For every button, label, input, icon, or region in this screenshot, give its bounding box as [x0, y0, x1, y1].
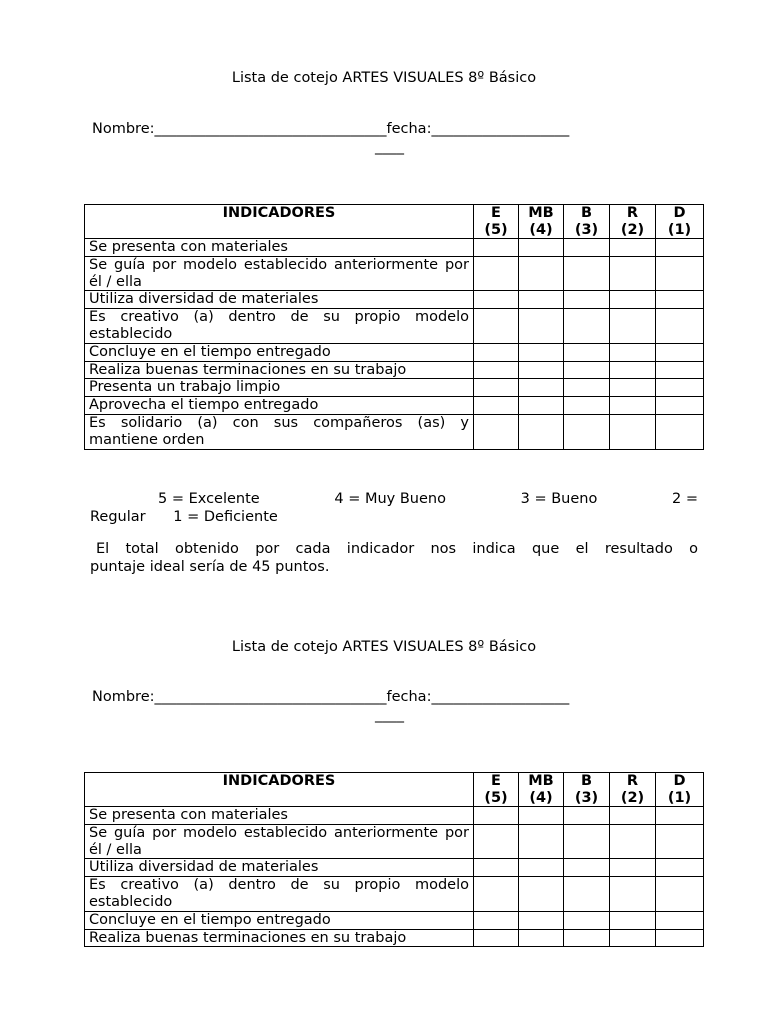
score-cell[interactable] — [564, 911, 610, 929]
score-cell[interactable] — [474, 309, 519, 344]
score-cell[interactable] — [656, 361, 704, 379]
indicator-cell: Concluye en el tiempo entregado — [85, 343, 474, 361]
form1-checklist-table — [84, 204, 704, 450]
score-cell[interactable] — [656, 911, 704, 929]
score-header-r: R (2) — [610, 205, 656, 239]
score-header-e: E (5) — [474, 205, 519, 239]
scale-item: 3 = Bueno — [520, 491, 598, 507]
indicators-header: INDICADORES — [85, 773, 474, 807]
scale-item: 4 = Muy Bueno — [334, 491, 446, 507]
table-row — [85, 291, 704, 309]
score-cell[interactable] — [610, 911, 656, 929]
score-cell[interactable] — [656, 397, 704, 415]
score-cell[interactable] — [564, 859, 610, 877]
score-cell[interactable] — [610, 343, 656, 361]
score-cell[interactable] — [564, 343, 610, 361]
scale-line-2: Regular 1 = Deficiente — [90, 509, 278, 525]
form1-title: Lista de cotejo ARTES VISUALES 8º Básico — [231, 70, 537, 86]
table-row — [85, 824, 704, 859]
score-cell[interactable] — [474, 361, 519, 379]
table-header-row — [85, 205, 704, 239]
score-cell[interactable] — [610, 824, 656, 859]
table-row — [85, 256, 704, 291]
table-row — [85, 379, 704, 397]
indicator-cell: Se guía por modelo establecido anteriormente por él / ella — [85, 256, 474, 291]
score-cell[interactable] — [656, 291, 704, 309]
table-row — [85, 414, 704, 449]
form2-title: Lista de cotejo ARTES VISUALES 8º Básico — [231, 639, 537, 655]
score-cell[interactable] — [519, 309, 564, 344]
score-cell[interactable] — [474, 379, 519, 397]
score-cell[interactable] — [564, 414, 610, 449]
score-header-d: D (1) — [656, 773, 704, 807]
score-header-b: B (3) — [564, 205, 610, 239]
form1-name-date-line: Nombre:________________________________fecha:___________________ — [92, 121, 570, 137]
form2-checklist-table — [84, 772, 704, 947]
score-cell[interactable] — [474, 256, 519, 291]
score-cell[interactable] — [610, 291, 656, 309]
indicator-cell: Utiliza diversidad de materiales — [85, 291, 474, 309]
score-cell[interactable] — [474, 929, 519, 947]
indicator-cell: Es solidario (a) con sus compañeros (as) y mantiene orden — [85, 414, 474, 449]
table-row — [85, 239, 704, 257]
indicator-cell: Presenta un trabajo limpio — [85, 379, 474, 397]
score-cell[interactable] — [519, 929, 564, 947]
score-cell[interactable] — [610, 807, 656, 825]
score-cell[interactable] — [519, 807, 564, 825]
score-cell[interactable] — [564, 824, 610, 859]
score-header-e: E (5) — [474, 773, 519, 807]
table-row — [85, 397, 704, 415]
score-cell[interactable] — [474, 343, 519, 361]
score-header-r: R (2) — [610, 773, 656, 807]
score-cell[interactable] — [564, 309, 610, 344]
indicator-cell: Realiza buenas terminaciones en su trabajo — [85, 361, 474, 379]
indicator-cell: Es creativo (a) dentro de su propio modelo establecido — [85, 309, 474, 344]
score-cell[interactable] — [656, 824, 704, 859]
score-cell[interactable] — [656, 309, 704, 344]
score-cell[interactable] — [564, 256, 610, 291]
score-cell[interactable] — [610, 361, 656, 379]
score-header-b: B (3) — [564, 773, 610, 807]
score-cell[interactable] — [610, 309, 656, 344]
score-cell[interactable] — [564, 807, 610, 825]
score-cell[interactable] — [519, 256, 564, 291]
score-cell[interactable] — [656, 807, 704, 825]
table-row — [85, 877, 704, 912]
score-cell[interactable] — [519, 911, 564, 929]
table-row — [85, 911, 704, 929]
table-row — [85, 859, 704, 877]
note-line-1: El total obtenido por cada indicador nos indica que el resultado o — [96, 541, 698, 557]
score-cell[interactable] — [474, 807, 519, 825]
score-cell[interactable] — [564, 397, 610, 415]
score-header-d: D (1) — [656, 205, 704, 239]
table-row — [85, 361, 704, 379]
form1-table-body — [85, 239, 704, 450]
score-cell[interactable] — [656, 414, 704, 449]
score-cell[interactable] — [519, 361, 564, 379]
score-cell[interactable] — [519, 291, 564, 309]
indicator-cell: Se guía por modelo establecido anteriormente por él / ella — [85, 824, 474, 859]
scale-item: 5 = Excelente — [158, 491, 260, 507]
score-cell[interactable] — [656, 379, 704, 397]
score-cell[interactable] — [564, 291, 610, 309]
score-cell[interactable] — [474, 397, 519, 415]
table-row — [85, 929, 704, 947]
score-cell[interactable] — [656, 859, 704, 877]
score-cell[interactable] — [474, 291, 519, 309]
table-row — [85, 807, 704, 825]
form2-table-body — [85, 807, 704, 947]
table-header-row — [85, 773, 704, 807]
form2-name-date-line: Nombre:________________________________fecha:___________________ — [92, 689, 570, 705]
form1-total-note — [90, 540, 698, 576]
score-cell[interactable] — [610, 397, 656, 415]
score-cell[interactable] — [656, 877, 704, 912]
score-cell[interactable] — [474, 414, 519, 449]
score-cell[interactable] — [519, 414, 564, 449]
score-cell[interactable] — [610, 877, 656, 912]
score-cell[interactable] — [656, 239, 704, 257]
form1-score-scale — [90, 490, 698, 526]
indicator-cell: Aprovecha el tiempo entregado — [85, 397, 474, 415]
score-cell[interactable] — [610, 929, 656, 947]
score-cell[interactable] — [519, 877, 564, 912]
score-cell[interactable] — [519, 859, 564, 877]
indicators-header: INDICADORES — [85, 205, 474, 239]
score-cell[interactable] — [474, 877, 519, 912]
score-cell[interactable] — [610, 379, 656, 397]
form1-name-date-line-cont: ____ — [375, 139, 404, 155]
score-cell[interactable] — [519, 379, 564, 397]
table-row — [85, 309, 704, 344]
indicator-cell: Utiliza diversidad de materiales — [85, 859, 474, 877]
score-header-mb: MB (4) — [519, 773, 564, 807]
note-line-2: puntaje ideal sería de 45 puntos. — [90, 559, 330, 575]
score-cell[interactable] — [564, 877, 610, 912]
score-cell[interactable] — [656, 343, 704, 361]
score-cell[interactable] — [610, 239, 656, 257]
score-cell[interactable] — [474, 859, 519, 877]
indicator-cell: Es creativo (a) dentro de su propio modelo establecido — [85, 877, 474, 912]
indicator-cell: Concluye en el tiempo entregado — [85, 911, 474, 929]
score-cell[interactable] — [564, 379, 610, 397]
score-cell[interactable] — [474, 824, 519, 859]
score-cell[interactable] — [519, 239, 564, 257]
scale-item: 2 = — [671, 491, 698, 507]
score-header-mb: MB (4) — [519, 205, 564, 239]
indicator-cell: Se presenta con materiales — [85, 239, 474, 257]
score-cell[interactable] — [610, 414, 656, 449]
indicator-cell: Realiza buenas terminaciones en su trabajo — [85, 929, 474, 947]
indicator-cell: Se presenta con materiales — [85, 807, 474, 825]
score-cell[interactable] — [656, 256, 704, 291]
score-cell[interactable] — [564, 361, 610, 379]
score-cell[interactable] — [519, 343, 564, 361]
score-cell[interactable] — [610, 859, 656, 877]
score-cell[interactable] — [519, 824, 564, 859]
score-cell[interactable] — [656, 929, 704, 947]
score-cell[interactable] — [474, 911, 519, 929]
score-cell[interactable] — [519, 397, 564, 415]
table-row — [85, 343, 704, 361]
score-cell[interactable] — [610, 256, 656, 291]
score-cell[interactable] — [474, 239, 519, 257]
score-cell[interactable] — [564, 929, 610, 947]
form2-name-date-line-cont: ____ — [375, 707, 404, 723]
score-cell[interactable] — [564, 239, 610, 257]
